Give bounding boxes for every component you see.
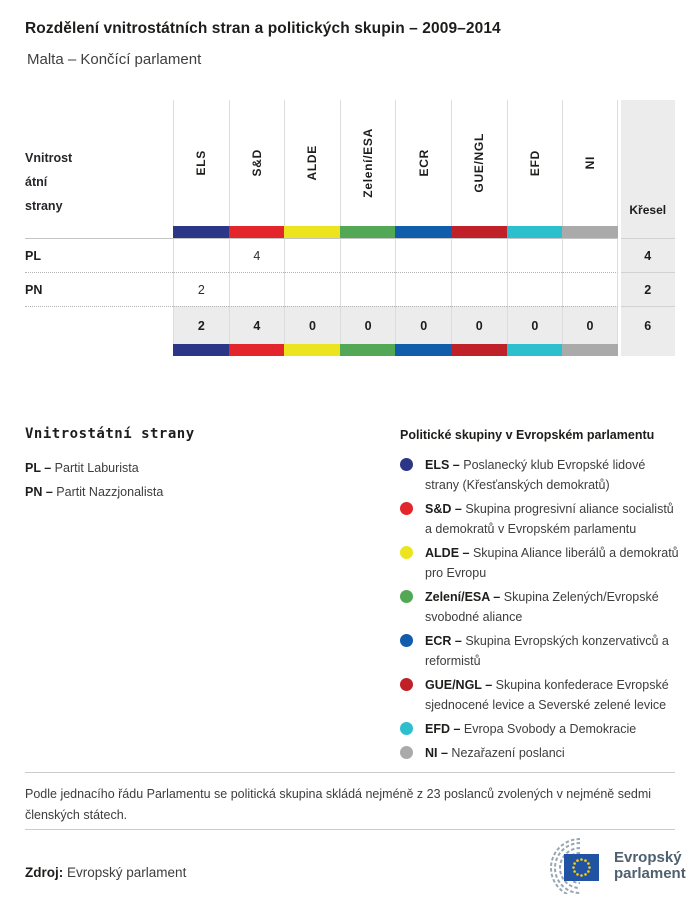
- political-groups-legend: [400, 428, 682, 767]
- alde-color-dot-icon: [400, 546, 413, 559]
- cell-pn-efd: [507, 272, 563, 306]
- color-band-sd: [229, 226, 285, 238]
- gue-ngl-color-dot-icon: [400, 678, 413, 691]
- source-label: Zdroj:: [25, 865, 64, 880]
- seats-column-header: Křesel: [621, 100, 675, 226]
- color-band-sd: [229, 344, 285, 356]
- color-band-efd: [507, 344, 563, 356]
- seats-pl: 4: [621, 238, 675, 272]
- source-value: Evropský parlament: [67, 865, 187, 880]
- footnote: Podle jednacího řádu Parlamentu se politická skupina skládá nejméně z 23 poslanců zvolených v nejméně sedmi členských státech.: [25, 787, 652, 822]
- legend-item-pl: PL – Partit Laburista: [25, 461, 139, 475]
- total-gue-ngl: 0: [451, 306, 507, 344]
- legend-item-alde: ALDE – Skupina Aliance liberálů a demokratů pro Evropu: [400, 543, 682, 583]
- column-header-ecr: ECR: [395, 100, 451, 226]
- seats-band-spacer: [621, 344, 675, 356]
- color-band-zeleni-esa: [340, 226, 396, 238]
- legend-item-efd: EFD – Evropa Svobody a Demokracie: [400, 719, 682, 739]
- ecr-color-dot-icon: [400, 634, 413, 647]
- row-dimension-header: Vnitrost átní strany: [25, 151, 73, 213]
- cell-pl-alde: [284, 238, 340, 272]
- sd-color-dot-icon: [400, 502, 413, 515]
- total-seats: 6: [621, 306, 675, 344]
- column-header-alde: ALDE: [284, 100, 340, 226]
- total-els: 2: [173, 306, 229, 344]
- political-groups-legend-title: Politické skupiny v Evropském parlamentu: [400, 428, 655, 442]
- color-band-ecr: [395, 226, 451, 238]
- total-sd: 4: [229, 306, 285, 344]
- page-subtitle: Malta – Končící parlament: [27, 51, 202, 68]
- cell-pn-sd: [229, 272, 285, 306]
- logo-text: Evropský parlament: [614, 848, 686, 882]
- color-band-gue-ngl: [451, 226, 507, 238]
- total-zeleni-esa: 0: [340, 306, 396, 344]
- cell-pl-ni: [562, 238, 618, 272]
- color-band-ni: [562, 226, 618, 238]
- column-header-ni: NI: [562, 100, 618, 226]
- color-band-ni: [562, 344, 618, 356]
- seats-table: [25, 100, 675, 356]
- totals-row-label: [25, 306, 173, 344]
- legend-item-els: ELS – Poslanecký klub Evropské lidové strany (Křesťanských demokratů): [400, 455, 682, 495]
- ni-color-dot-icon: [400, 746, 413, 759]
- color-band-els: [173, 344, 229, 356]
- total-ecr: 0: [395, 306, 451, 344]
- column-header-efd: EFD: [507, 100, 563, 226]
- divider: [25, 772, 675, 773]
- color-band-alde: [284, 344, 340, 356]
- band-spacer: [25, 226, 173, 238]
- total-efd: 0: [507, 306, 563, 344]
- cell-pl-ecr: [395, 238, 451, 272]
- cell-pn-gue-ngl: [451, 272, 507, 306]
- color-band-gue-ngl: [451, 344, 507, 356]
- efd-color-dot-icon: [400, 722, 413, 735]
- total-ni: 0: [562, 306, 618, 344]
- row-label-pn: PN: [25, 272, 173, 306]
- els-color-dot-icon: [400, 458, 413, 471]
- european-parliament-logo: [528, 838, 686, 894]
- cell-pn-ecr: [395, 272, 451, 306]
- column-header-zeleni-esa: Zelení/ESA: [340, 100, 396, 226]
- cell-pl-efd: [507, 238, 563, 272]
- eu-flag-icon: [564, 854, 599, 881]
- column-header-gue-ngl: GUE/NGL: [451, 100, 507, 226]
- cell-pl-sd: 4: [229, 238, 285, 272]
- legend-item-ni: NI – Nezařazení poslanci: [400, 743, 682, 763]
- color-band-efd: [507, 226, 563, 238]
- national-parties-legend: [25, 426, 365, 504]
- hemicycle-icon: [528, 838, 608, 894]
- color-band-zeleni-esa: [340, 344, 396, 356]
- color-band-alde: [284, 226, 340, 238]
- row-label-pl: PL: [25, 238, 173, 272]
- cell-pl-els: [173, 238, 229, 272]
- source-line: [25, 865, 186, 880]
- column-header-sd: S&D: [229, 100, 285, 226]
- legend-item-sd: S&D – Skupina progresivní aliance socialistů a demokratů v Evropském parlamentu: [400, 499, 682, 539]
- national-parties-legend-title: Vnitrostátní strany: [25, 426, 195, 442]
- column-header-els: ELS: [173, 100, 229, 226]
- seats-band-spacer: [621, 226, 675, 238]
- divider: [25, 829, 675, 830]
- color-band-ecr: [395, 344, 451, 356]
- zeleni-esa-color-dot-icon: [400, 590, 413, 603]
- cell-pn-alde: [284, 272, 340, 306]
- page-title: Rozdělení vnitrostátních stran a politických skupin – 2009–2014: [25, 20, 501, 37]
- band-spacer: [25, 344, 173, 356]
- legend-item-ecr: ECR – Skupina Evropských konzervativců a reformistů: [400, 631, 682, 671]
- cell-pn-els: 2: [173, 272, 229, 306]
- cell-pl-zeleni-esa: [340, 238, 396, 272]
- cell-pn-zeleni-esa: [340, 272, 396, 306]
- color-band-els: [173, 226, 229, 238]
- cell-pn-ni: [562, 272, 618, 306]
- legend-item-pn: PN – Partit Nazzjonalista: [25, 485, 164, 499]
- legend-item-zeleni-esa: Zelení/ESA – Skupina Zelených/Evropské svobodné aliance: [400, 587, 682, 627]
- legend-item-gue-ngl: GUE/NGL – Skupina konfederace Evropské sjednocené levice a Severské zelené levice: [400, 675, 682, 715]
- total-alde: 0: [284, 306, 340, 344]
- cell-pl-gue-ngl: [451, 238, 507, 272]
- seats-pn: 2: [621, 272, 675, 306]
